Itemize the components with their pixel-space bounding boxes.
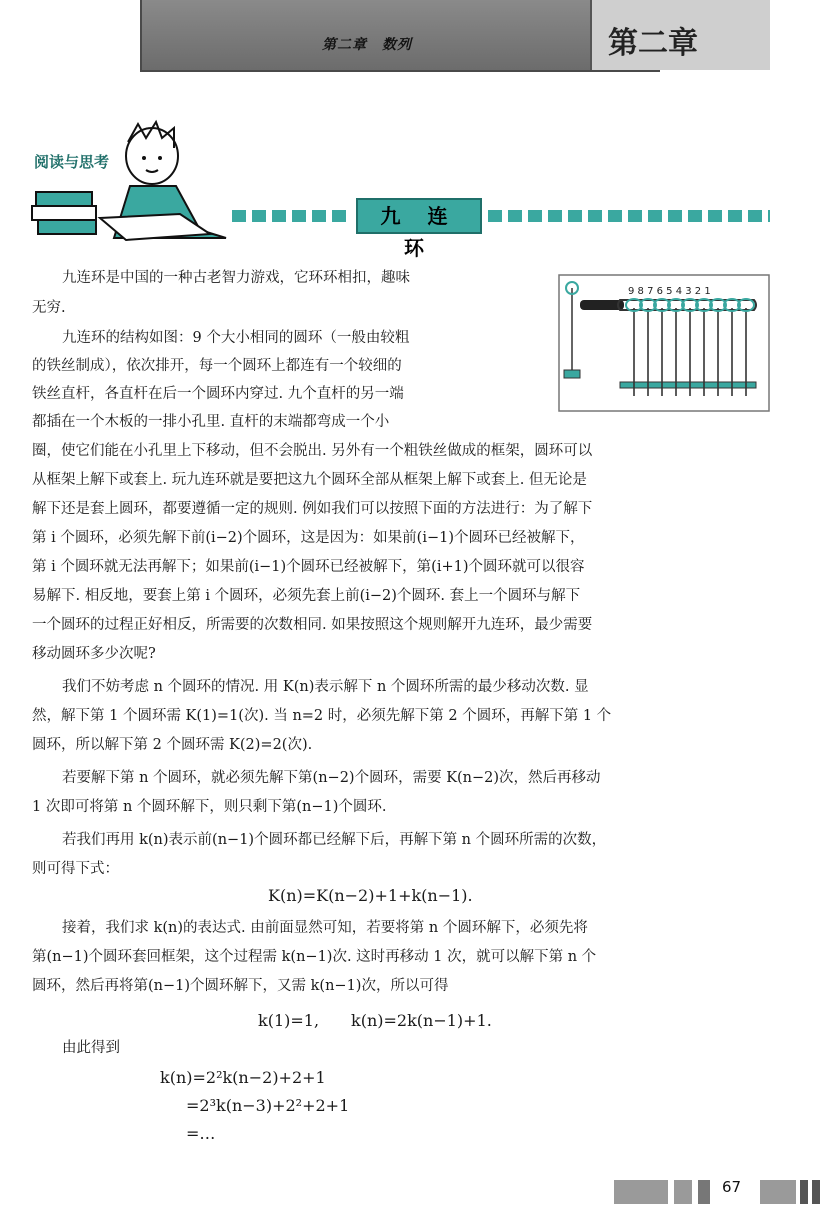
text-line-5: 铁丝直杆，各直杆在后一个圆环内穿过. 九个直杆的另一端 <box>32 386 404 402</box>
chapter-header-text: 第二章 数列 <box>322 37 412 53</box>
reading-mascot-icon <box>30 118 240 248</box>
text-line-20: 若我们再用 k(n)表示前(n−1)个圆环都已经解下后，再解下第 n 个圆环所需的次数， <box>62 832 607 848</box>
text-line-9: 解下还是套上圆环，都要遵循一定的规则. 例如我们可以按照下面的方法进行：为了解下 <box>32 501 593 517</box>
section-title: 九 连 环 <box>356 198 482 234</box>
text-line-6: 都插在一个木板的一排小孔里. 直杆的末端都弯成一个小 <box>32 414 390 430</box>
text-line-8: 从框架上解下或套上. 玩九连环就是要把这九个圆环全部从框架上解下或套上. 但无论是 <box>32 472 587 488</box>
text-line-16: 然，解下第 1 个圆环需 K(1)=1(次). 当 n=2 时，必须先解下第 2 个圆环，再解下第 1 个 <box>32 708 612 724</box>
formula-step-3: =… <box>186 1124 216 1143</box>
title-dashes-right <box>488 210 770 222</box>
footer-bar <box>760 1180 796 1204</box>
reading-badge-label: 阅读与思考 <box>34 153 110 171</box>
chapter-tab-text: 第二章 <box>608 26 698 61</box>
page-number: 67 <box>722 1178 742 1196</box>
text-line-23: 第(n−1)个圆环套回框架，这个过程需 k(n−1)次. 这时再移动 1 次，就可以解下第 n 个 <box>32 949 597 965</box>
text-line-17: 圆环，所以解下第 2 个圆环需 K(2)=2(次). <box>32 737 313 753</box>
formula-step-1: k(n)=2²k(n−2)+2+1 <box>160 1068 326 1087</box>
text-line-15: 我们不妨考虑 n 个圆环的情况. 用 K(n)表示解下 n 个圆环所需的最少移动次数. 显 <box>62 679 589 695</box>
text-line-2: 无穷. <box>32 300 66 316</box>
text-line-11: 第 i 个圆环就无法再解下；如果前(i−1)个圆环已经被解下，第(i+1)个圆环就可以很容 <box>32 559 585 575</box>
text-line-18: 若要解下第 n 个圆环，就必须先解下第(n−2)个圆环，需要 K(n−2)次，然后再移动 <box>62 770 601 786</box>
title-dashes-left <box>232 210 352 222</box>
footer-bar <box>698 1180 710 1204</box>
text-line-25: 由此得到 <box>62 1040 120 1056</box>
text-line-3: 九连环的结构如图：9 个大小相同的圆环（一般由较粗 <box>62 330 410 346</box>
text-line-13: 一个圆环的过程正好相反，所需要的次数相同. 如果按照这个规则解开九连环，最少需要 <box>32 617 593 633</box>
text-line-12: 易解下. 相反地，要套上第 i 个圆环，必须先套上前(i−2)个圆环. 套上一个圆环与解下 <box>32 588 581 604</box>
nine-rings-figure <box>558 274 770 412</box>
text-line-19: 1 次即可将第 n 个圆环解下，则只剩下第(n−1)个圆环. <box>32 799 387 815</box>
footer-bar <box>674 1180 692 1204</box>
text-line-14: 移动圆环多少次呢? <box>32 646 156 662</box>
formula-recurrence-k: k(1)=1, k(n)=2k(n−1)+1. <box>258 1011 492 1030</box>
figure-ring-numbers: 9 8 7 6 5 4 3 2 1 <box>628 286 711 297</box>
text-line-22: 接着，我们求 k(n)的表达式. 由前面显然可知，若要将第 n 个圆环解下，必须先将 <box>62 920 588 936</box>
formula-step-2: =2³k(n−3)+2²+2+1 <box>186 1096 350 1115</box>
text-line-21: 则可得下式： <box>32 861 119 877</box>
formula-recurrence-K: K(n)=K(n−2)+1+k(n−1). <box>268 886 473 905</box>
text-line-10: 第 i 个圆环，必须先解下前(i−2)个圆环，这是因为：如果前(i−1)个圆环已经被解下， <box>32 530 585 546</box>
footer-bar <box>800 1180 808 1204</box>
text-line-4: 的铁丝制成），依次排开，每一个圆环上都连有一个较细的 <box>32 358 402 374</box>
footer-bar <box>614 1180 668 1204</box>
text-line-24: 圆环，然后再将第(n−1)个圆环解下，又需 k(n−1)次，所以可得 <box>32 978 449 994</box>
text-line-7: 圈，使它们能在小孔里上下移动，但不会脱出. 另外有一个粗铁丝做成的框架，圆环可以 <box>32 443 593 459</box>
footer-bar <box>812 1180 820 1204</box>
text-line-1: 九连环是中国的一种古老智力游戏，它环环相扣，趣味 <box>62 270 410 286</box>
